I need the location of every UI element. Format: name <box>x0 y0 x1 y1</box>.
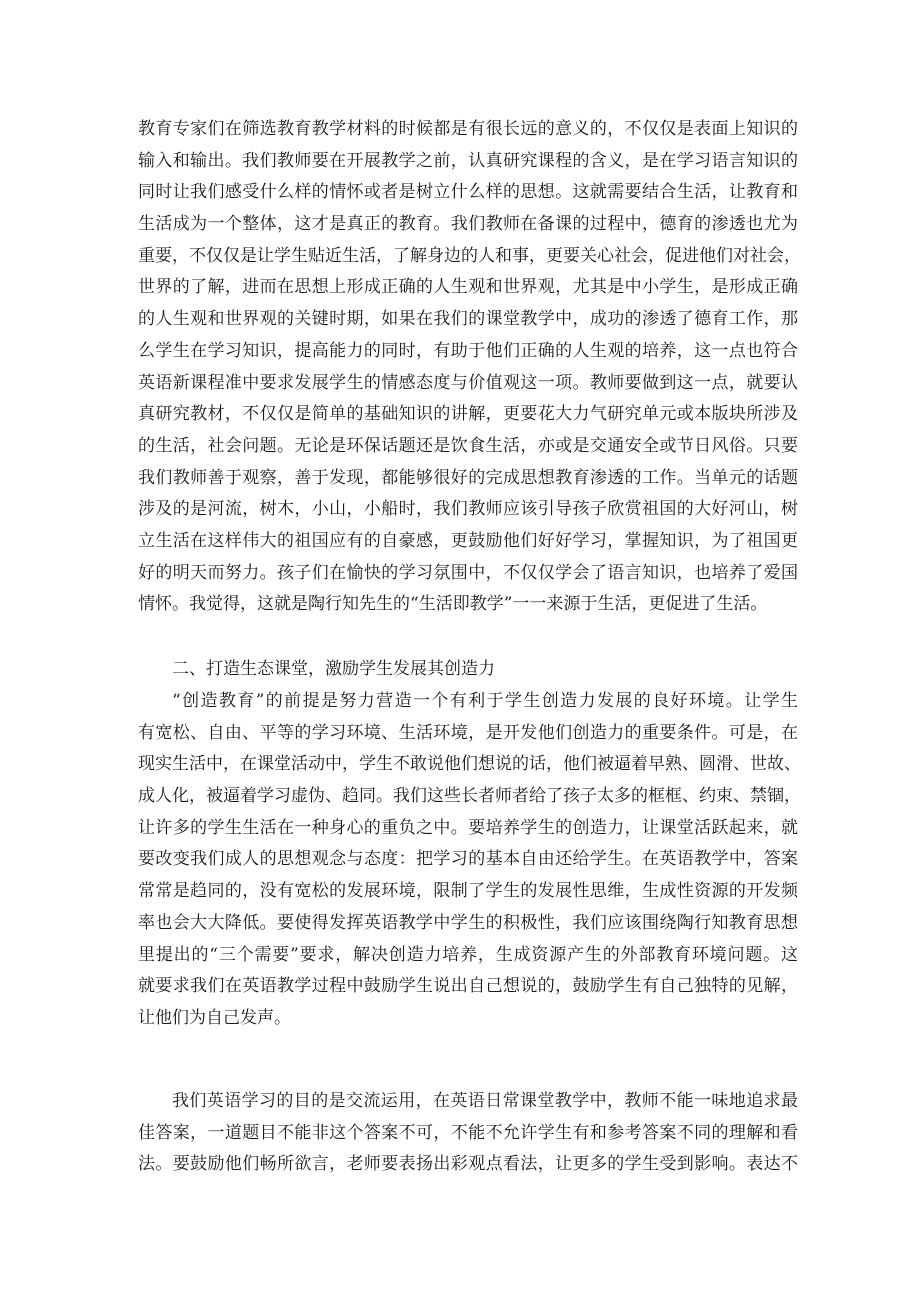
paragraph-3 <box>138 1086 798 1181</box>
paragraph-line: 同时让我们感受什么样的情怀或者是树立什么样的思想。这就需要结合生活，让教育和 <box>138 182 798 203</box>
paragraph-line: 的人生观和世界观的关键时期，如果在我们的课堂教学中，成功的渗透了德育工作，那 <box>138 309 798 330</box>
paragraph-line: 好的明天而努力。孩子们在愉快的学习氛围中，不仅仅学会了语言知识，也培养了爱国 <box>138 562 798 583</box>
paragraph-line: 有宽松、自由、平等的学习环境、生活环境，是开发他们创造力的重要条件。可是，在 <box>138 722 798 743</box>
paragraph-line: 真研究教材，不仅仅是简单的基础知识的讲解，更要花大力气研究单元或本版块所涉及 <box>138 404 798 425</box>
paragraph-line: 率也会大大降低。要使得发挥英语教学中学生的积极性，我们应该围绕陶行知教育思想 <box>138 912 798 933</box>
paragraph-line: 要改变我们成人的思想观念与态度：把学习的基本自由还给学生。在英语教学中，答案 <box>138 849 798 870</box>
paragraph-line: 生活成为一个整体，这才是真正的教育。我们教师在备课的过程中，德育的渗透也尤为 <box>138 214 798 235</box>
paragraph-line: 的生活，社会问题。无论是环保话题还是饮食生活，亦或是交通安全或节日风俗。只要 <box>138 435 798 456</box>
paragraph-line: 让许多的学生生活在一种身心的重负之中。要培养学生的创造力，让课堂活跃起来，就 <box>138 817 798 838</box>
paragraph-line: 么学生在学习知识，提高能力的同时，有助于他们正确的人生观的培养，这一点也符合 <box>138 340 798 361</box>
paragraph-line: 常常是趋同的，没有宽松的发展环境，限制了学生的发展性思维，生成性资源的开发频 <box>138 881 798 902</box>
paragraph-2 <box>138 686 801 1035</box>
paragraph-line: 输入和输出。我们教师要在开展教学之前，认真研究课程的含义，是在学习语言知识的 <box>138 150 798 171</box>
paragraph-line: 现实生活中，在课堂活动中，学生不敢说他们想说的话，他们被逼着早熟、圆滑、世故、 <box>138 754 801 775</box>
paragraph-line: 让他们为自己发声。 <box>138 1007 291 1028</box>
paragraph-line: 我们英语学习的目的是交流运用，在英语日常课堂教学中，教师不能一味地追求最 <box>172 1091 798 1111</box>
paragraph-line: 重要，不仅仅是让学生贴近生活，了解身边的人和事，更要关心社会，促进他们对社会， <box>138 245 801 266</box>
paragraph-line: 成人化，被逼着学习虚伪、趋同。我们这些长者师者给了孩子太多的框框、约束、禁锢， <box>138 786 801 807</box>
paragraph-line: 佳答案，一道题目不能非这个答案不可，不能不允许学生有和参考答案不同的理解和看 <box>138 1122 798 1143</box>
paragraph-line: 涉及的是河流，树木，小山，小船时，我们教师应该引导孩子欣赏祖国的大好河山，树 <box>138 499 798 520</box>
paragraph-line: 立生活在这样伟大的祖国应有的自豪感，更鼓励他们好好学习，掌握知识，为了祖国更 <box>138 530 798 551</box>
section-heading: 二、打造生态课堂，激励学生发展其创造力 <box>172 659 495 679</box>
paragraph-line: 情怀。我觉得，这就是陶行知先生的“生活即教学”一一来源于生活，更促进了生活。 <box>138 594 768 615</box>
paragraph-line: 教育专家们在筛选教育教学材料的时候都是有很长远的意义的，不仅仅是表面上知识的 <box>138 119 798 139</box>
paragraph-line: 法。要鼓励他们畅所欲言，老师要表扬出彩观点看法，让更多的学生受到影响。表达不 <box>138 1154 798 1175</box>
paragraph-line: 就要求我们在英语教学过程中鼓励学生说出自己想说的，鼓励学生有自己独特的见解， <box>138 976 798 997</box>
paragraph-line: “创造教育”的前提是努力营造一个有利于学生创造力发展的良好环境。让学生 <box>172 691 798 711</box>
paragraph-1 <box>138 114 801 621</box>
paragraph-line: 英语新课程准中要求发展学生的情感态度与价值观这一项。教师要做到这一点，就要认 <box>138 372 798 393</box>
paragraph-line: 世界的了解，进而在思想上形成正确的人生观和世界观，尤其是中小学生，是形成正确 <box>138 277 798 298</box>
paragraph-line: 里提出的“三个需要”要求，解决创造力培养，生成资源产生的外部教育环境问题。这 <box>138 944 798 965</box>
paragraph-line: 我们教师善于观察，善于发现，都能够很好的完成思想教育渗透的工作。当单元的话题 <box>138 467 798 488</box>
